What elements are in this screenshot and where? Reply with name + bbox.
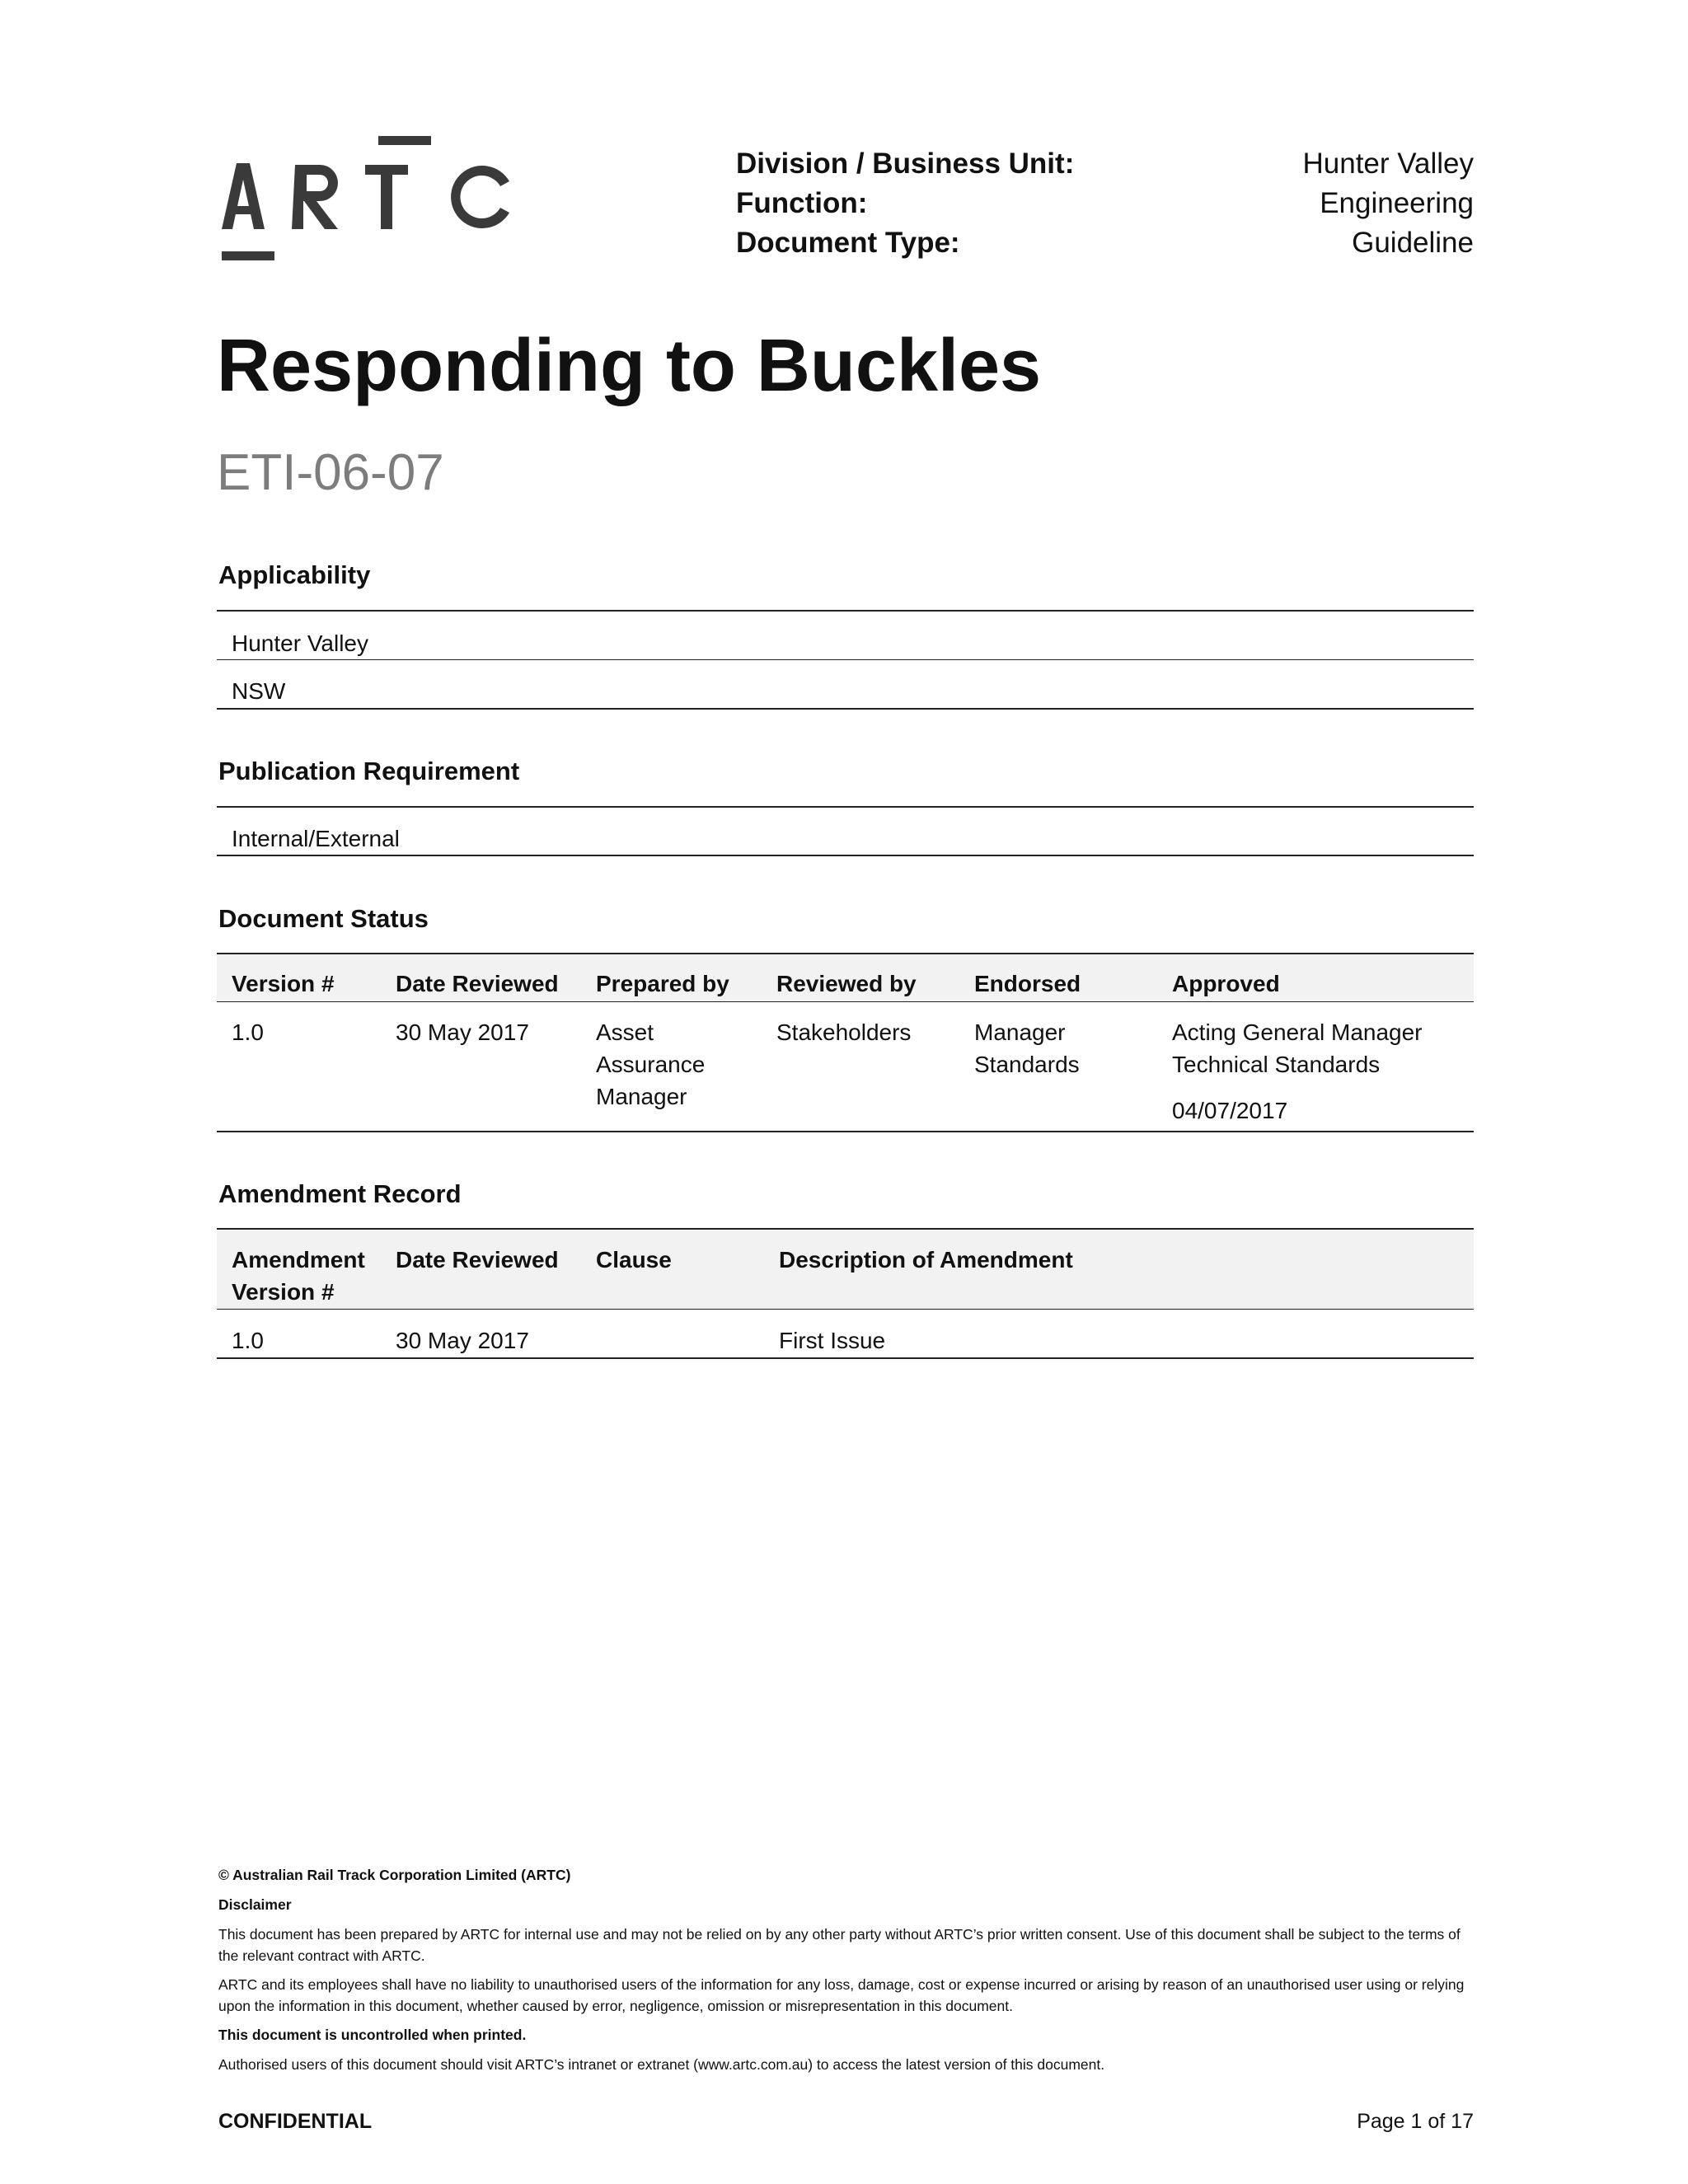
footer-legal [218,1864,1474,2075]
status-endorsed-line: Standards [974,1052,1080,1077]
header-meta [736,144,1474,263]
status-date: 30 May 2017 [396,1019,529,1045]
status-col-prepared: Prepared by [596,971,729,996]
meta-label: Function: [736,187,868,219]
status-col-reviewed: Reviewed by [776,971,917,996]
status-approved-date: 04/07/2017 [1172,1098,1288,1123]
status-reviewed: Stakeholders [776,1019,912,1045]
confidential-label: CONFIDENTIAL [218,2110,373,2133]
status-col-version: Version # [232,971,335,996]
status-approved-line: Technical Standards [1172,1052,1381,1077]
document-id: ETI-06-07 [217,444,444,501]
status-heading: Document Status [218,904,429,933]
divider [217,1357,1474,1359]
document-title: Responding to Buckles [217,325,1042,407]
artc-logo-graphic [217,132,513,272]
page-number: Page 1 of 17 [1357,2110,1474,2133]
divider [217,1228,1474,1230]
applicability-heading: Applicability [218,560,371,589]
footer-disclaimer-heading: Disclaimer [218,1896,292,1913]
status-approved-line: Acting General Manager [1172,1019,1423,1045]
status-endorsed-line: Manager [974,1019,1066,1045]
footer-authorised-notice: Authorised users of this document should visit ARTC’s intranet or extranet (www.artc.com.au) to access the latest version of this document. [218,2056,1105,2073]
footer-disclaimer-text: This document has been prepared by ARTC for internal use and may not be relied on by any other party without ARTC’s prior written consent. Use of this document shall be subject to the terms of the relevant contract with ARTC. [218,1926,1461,1964]
meta-label: Division / Business Unit: [736,148,1075,180]
divider [217,953,1474,954]
amendment-col-version-line: Version # [232,1279,335,1305]
meta-row-document-type [736,223,1474,263]
amendment-col-version-line: Amendment [232,1247,365,1272]
publication-heading: Publication Requirement [218,757,520,785]
amendment-description: First Issue [779,1328,886,1353]
status-col-endorsed: Endorsed [974,971,1081,996]
meta-row-function [736,184,1474,223]
applicability-item: NSW [232,678,286,704]
footer-copyright: © Australian Rail Track Corporation Limited (ARTC) [218,1867,571,1883]
amendment-heading: Amendment Record [218,1179,462,1208]
amendment-date: 30 May 2017 [396,1328,529,1353]
footer-uncontrolled-notice: This document is uncontrolled when printed. [218,2027,527,2043]
meta-value: Hunter Valley [1302,148,1474,180]
meta-value: Engineering [1320,187,1474,219]
status-prepared-line: Asset [596,1019,654,1045]
meta-label: Document Type: [736,227,960,259]
meta-value: Guideline [1352,227,1474,259]
amendment-version: 1.0 [232,1328,264,1353]
divider [217,610,1474,612]
applicability-item: Hunter Valley [232,630,369,656]
divider [217,1131,1474,1132]
footer-disclaimer-text: ARTC and its employees shall have no liability to unauthorised users of the information for any loss, damage, cost or expense incurred or arising by reason of an unauthorised user using or relying upon the information in this document, whether caused by error, negligence, omission or misrepresentation in this document. [218,1976,1465,2014]
divider [217,1001,1474,1002]
amendment-col-date: Date Reviewed [396,1247,559,1272]
publication-item: Internal/External [232,826,400,851]
meta-row-division [736,144,1474,184]
artc-logo [217,132,513,272]
status-col-approved: Approved [1172,971,1280,996]
divider [217,659,1474,660]
divider [217,806,1474,808]
divider [217,855,1474,856]
divider [217,708,1474,710]
divider [217,1309,1474,1310]
amendment-col-clause: Clause [596,1247,672,1272]
amendment-col-description: Description of Amendment [779,1247,1073,1272]
status-prepared-line: Assurance [596,1052,706,1077]
status-version: 1.0 [232,1019,264,1045]
status-prepared-line: Manager [596,1084,687,1109]
status-col-date: Date Reviewed [396,971,559,996]
